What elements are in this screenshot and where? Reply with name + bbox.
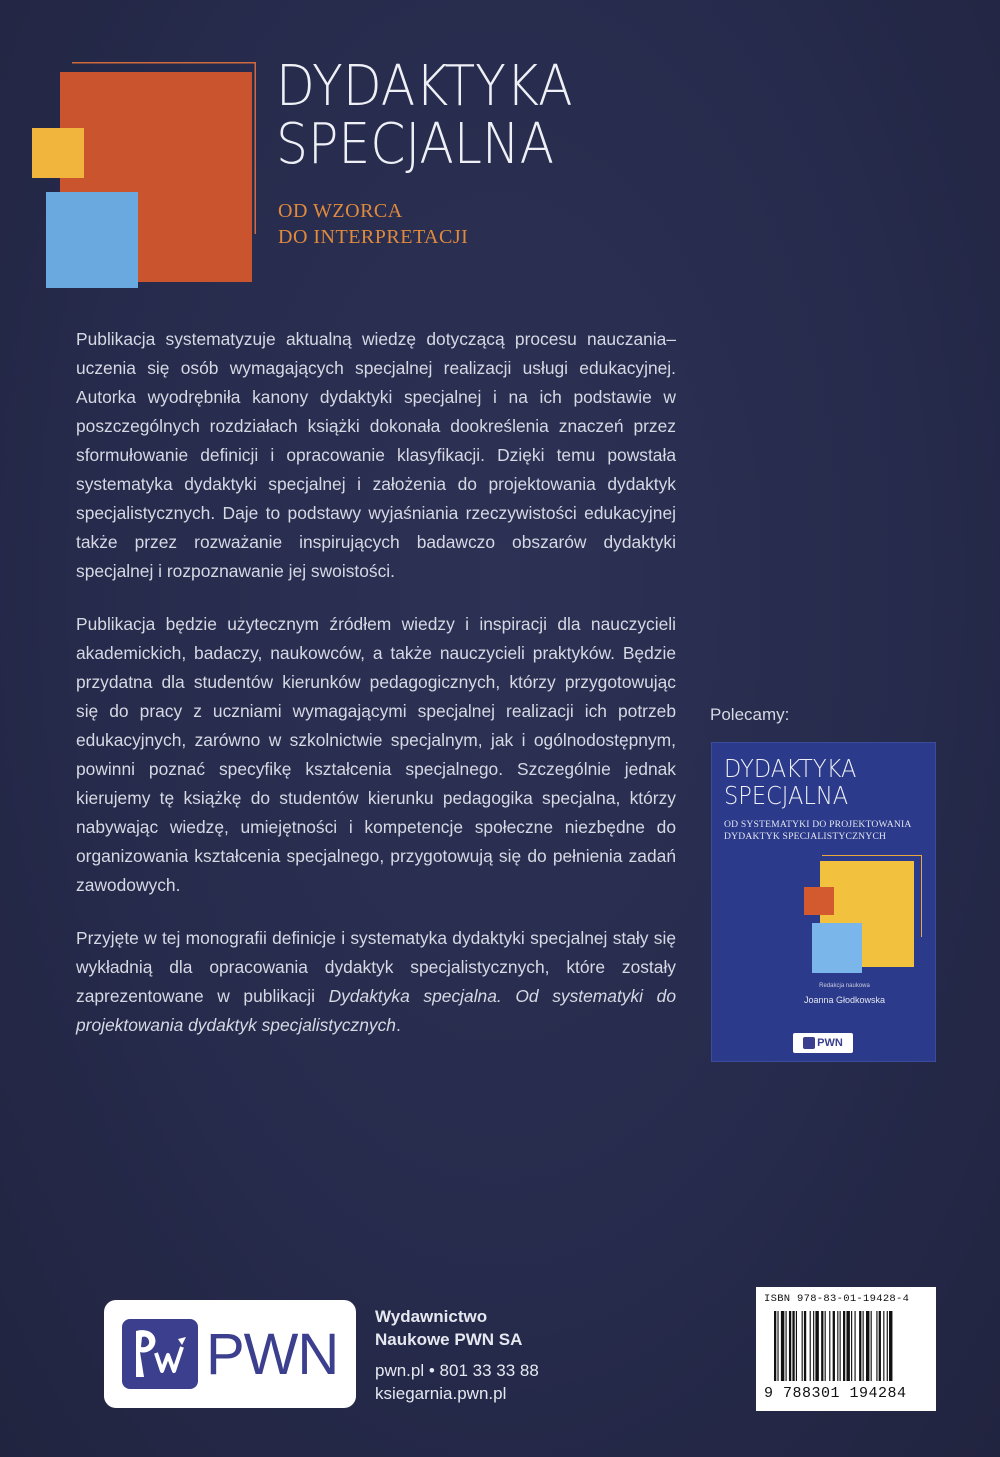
publisher-contact-bookstore: ksiegarnia.pwn.pl — [375, 1384, 507, 1403]
recommended-book-cover[interactable] — [711, 742, 936, 1062]
barcode-bar — [786, 1311, 787, 1381]
book-subtitle-line2: DO INTERPRETACJI — [278, 226, 469, 248]
isbn-barcode — [756, 1287, 936, 1411]
barcode-bar — [774, 1311, 776, 1381]
barcode-bar — [837, 1311, 838, 1381]
barcode-bar — [879, 1311, 881, 1381]
publisher-logo — [104, 1300, 356, 1408]
book-description — [76, 325, 676, 1064]
barcode-bar — [804, 1311, 806, 1381]
recommended-cover-decoration — [712, 833, 936, 983]
recommended-title-line1: DYDAKTYKA — [724, 754, 857, 783]
recommended-book-title-italic: Dydaktyka specjalna. Od systematyki do projektowania dydaktyk specjalistycznych — [76, 986, 676, 1035]
description-paragraph-2: Publikacja będzie użytecznym źródłem wiedzy i inspiracji dla nauczycieli akademickich, badaczy, naukowców, a także nauczycieli praktyków. Będzie przydatna dla studentów kierunków pedagogicznych, którzy przygotowując się do pracy z uczniami wymagającymi specjalnej realizacji ich potrzeb edukacyjnych, zarówno w szkolnictwie specjalnym, jak i ogólnodostępnym, powinni poznać specyfikę kształcenia specjalnego. Szczególnie jednak kierujemy tę książkę do studentów kierunku pedagogika specjalna, którzy nabywając wiedzę, umiejętności i kompetencje społeczne niezbędne do organizowania kształcenia specjalnego, przygotowują się do pełnienia zadań zawodowych. — [76, 614, 676, 895]
recommended-title-line2: SPECJALNA — [724, 781, 849, 810]
barcode-bar — [821, 1311, 823, 1381]
barcode-bar — [883, 1311, 884, 1381]
cover-decoration-squares — [0, 0, 280, 300]
barcode-bar — [871, 1311, 872, 1381]
recommended-editor-name: Joanna Głodkowska — [803, 995, 886, 1005]
recommended-subtitle-line1: OD SYSTEMATYKI DO PROJEKTOWANIA — [724, 819, 912, 830]
barcode-bar — [781, 1311, 784, 1381]
barcode-bar — [876, 1311, 877, 1381]
book-subtitle — [278, 198, 468, 250]
recommended-editor-label: Redakcja naukowa — [819, 983, 870, 989]
publisher-name-line2: Naukowe PWN SA — [375, 1330, 523, 1349]
barcode-bar — [813, 1311, 814, 1381]
barcode-bars — [764, 1309, 928, 1385]
barcode-bar — [825, 1311, 826, 1381]
recommended-pwn-logo-text: PWN — [817, 1037, 843, 1049]
barcode-bar — [855, 1311, 856, 1381]
book-subtitle-line1: OD WZORCA — [278, 200, 403, 222]
description-paragraph-3 — [76, 924, 676, 1040]
barcode-bar — [789, 1311, 791, 1381]
barcode-bar — [863, 1311, 864, 1381]
pwn-mark-icon — [803, 1037, 815, 1049]
book-title-line1: DYDAKTYKA — [276, 54, 573, 119]
recommended-book-title — [724, 755, 856, 809]
book-title — [276, 54, 573, 177]
barcode-bar — [829, 1311, 830, 1381]
barcode-bar — [859, 1311, 861, 1381]
description-paragraph-3-text: Przyjęte w tej monografii definicje i systematyka dydaktyki specjalnej stały się wykładnią dla opracowania dydaktyk specjalistycznych, które zostały zaprezentowane w publikacji — [76, 928, 676, 1006]
barcode-bar — [851, 1311, 852, 1381]
description-paragraph-3-end: . — [395, 1015, 401, 1035]
book-title-line2: SPECJALNA — [276, 112, 555, 177]
barcode-bar — [840, 1311, 841, 1381]
publisher-logo-text: PWN — [206, 1321, 339, 1387]
barcode-digits: 9 788301 194284 — [764, 1385, 907, 1402]
barcode-bar — [866, 1311, 869, 1381]
barcode-bar — [777, 1311, 778, 1381]
barcode-bar — [792, 1311, 794, 1381]
recommended-subtitle-line2: DYDAKTYK SPECJALISTYCZNYCH — [724, 831, 887, 842]
pwn-emblem-icon — [122, 1319, 198, 1389]
recommended-pwn-logo — [793, 1033, 853, 1053]
description-paragraph-1: Publikacja systematyzuje aktualną wiedzę dotyczącą procesu nauczania–uczenia się osób wymagających specjalnej realizacji usługi edukacyjnej. Autorka wyodrębniła kanony dydaktyki specjalnej i na ich podstawie w poszczególnych rozdziałach książki dokonała dookreślenia znaczeń przez sformułowanie definicji i opracowanie klasyfikacji. Dzięki temu powstała systematyka dydaktyki specjalnej i założenia do projektowania dydaktyk specjalistycznych. Daje to podstawy wyjaśniania rzeczywistości edukacyjnej także przez rozważanie inspirujących badawczo obszarów dydaktyki specjalnej i rozpoznawanie jej swoistości. — [76, 329, 676, 581]
barcode-bar — [833, 1311, 835, 1381]
publisher-info — [375, 1305, 539, 1405]
barcode-bar — [796, 1311, 797, 1381]
barcode-bar — [843, 1311, 845, 1381]
barcode-bar — [889, 1311, 892, 1381]
isbn-label: ISBN 978-83-01-19428-4 — [764, 1293, 910, 1305]
recommended-label: Polecamy: — [710, 705, 790, 724]
barcode-bar — [810, 1311, 811, 1381]
barcode-bar — [887, 1311, 888, 1381]
barcode-bar — [815, 1311, 818, 1381]
barcode-bar — [846, 1311, 849, 1381]
publisher-name-line1: Wydawnictwo — [375, 1307, 488, 1326]
publisher-contact-phone: pwn.pl • 801 33 33 88 — [375, 1361, 539, 1380]
barcode-bar — [802, 1311, 803, 1381]
